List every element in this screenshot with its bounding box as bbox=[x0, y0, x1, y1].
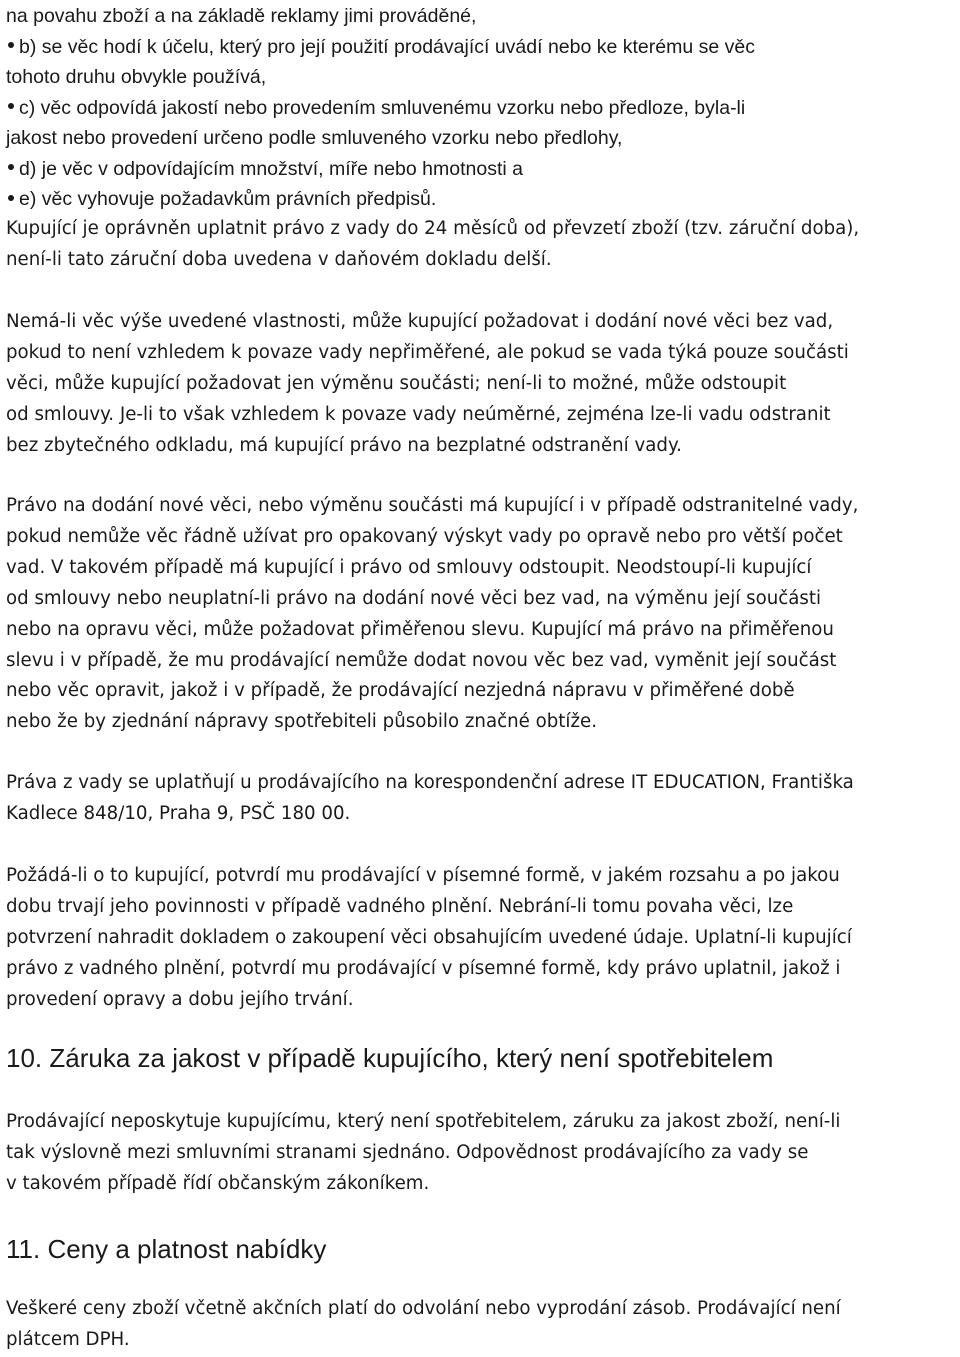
paragraph-warranty-period: Kupující je oprávněn uplatnit právo z vady do 24 měsíců od převzetí zboží (tzv. záruční doba), není-li tato záruční doba uvedena v daňovém dokladu delší. bbox=[6, 218, 860, 270]
list-item-b: b) se věc hodí k účelu, který pro její použití prodávající uvádí nebo ke kterému se věc bbox=[6, 32, 954, 63]
list-item-e: e) věc vyhovuje požadavkům právních předpisů. bbox=[6, 184, 954, 215]
section-11-body: Veškeré ceny zboží včetně akčních platí do odvolání nebo vyprodání zásob. Prodávající není plátcem DPH. bbox=[6, 1298, 841, 1350]
bullet-icon bbox=[8, 164, 14, 170]
section-11-heading: 11. Ceny a platnost nabídky bbox=[6, 1234, 327, 1264]
section-10-body: Prodávající neposkytuje kupujícímu, který není spotřebitelem, záruku za jakost zboží, není-li tak výslovně mezi smluvními stranami sjednáno. Odpovědnost prodávajícího za vady se v takovém případě řídí občanským zákoníkem. bbox=[6, 1111, 841, 1194]
paragraph-replacement-rights: Právo na dodání nové věci, nebo výměnu součásti má kupující i v případě odstranitelné vady, pokud nemůže věc řádně užívat pro opakovaný výskyt vady po opravě nebo pro větší počet vad. V takovém případě má kupující i právo od smlouvy odstoupit. Neodstoupí-li kupující od smlouvy nebo neuplatní-li právo na dodání nové věci bez vad, na výměnu její součásti nebo na opravu věci, může požadovat přiměřenou slevu. Kupující má právo na přiměřenou slevu i v případě, že mu prodávající nemůže dodat novou věc bez vad, vyměnit její součást nebo věc opravit, jakož i v případě, že prodávající nezjedná nápravu v přiměřené době nebo že by zjednání nápravy spotřebiteli působilo značné obtíže. bbox=[6, 495, 859, 733]
paragraph-claim-address: Práva z vady se uplatňují u prodávajícího na korespondenční adrese IT EDUCATION, Františka Kadlece 848/10, Praha 9, PSČ 180 00. bbox=[6, 772, 854, 824]
paragraph-confirmation: Požádá-li o to kupující, potvrdí mu prodávající v písemné formě, v jakém rozsahu a po jakou dobu trvají jeho povinnosti v případě vadného plnění. Nebrání-li tomu povaha věci, lze potvrzení nahradit dokladem o zakoupení věci obsahujícím uvedené údaje. Uplatní-li kupující právo z vadného plnění, potvrdí mu prodávající v písemné formě, kdy právo uplatnil, jakož i provedení opravy a dobu jejího trvání. bbox=[6, 865, 852, 1010]
list-block bbox=[6, 1, 954, 215]
bullet-icon bbox=[8, 195, 14, 201]
section-10-heading: 10. Záruka za jakost v případě kupujícího, který není spotřebitelem bbox=[6, 1043, 774, 1073]
list-item-b-cont: tohoto druhu obvykle používá, bbox=[6, 66, 267, 88]
bullet-icon bbox=[8, 103, 14, 109]
bullet-icon bbox=[8, 42, 14, 48]
list-item-c-cont: jakost nebo provedení určeno podle smluveného vzorku nebo předlohy, bbox=[6, 127, 623, 149]
list-intro-line: na povahu zboží a na základě reklamy jimi prováděné, bbox=[6, 5, 477, 27]
list-item-d: d) je věc v odpovídajícím množství, míře nebo hmotnosti a bbox=[6, 154, 954, 185]
paragraph-defect-rights: Nemá-li věc výše uvedené vlastnosti, může kupující požadovat i dodání nové věci bez vad, pokud to není vzhledem k povaze vady nepřiměřené, ale pokud se vada týká pouze součásti věci, může kupující požadovat jen výměnu součásti; není-li to možné, může odstoupit od smlouvy. Je-li to však vzhledem k povaze vady neúměrné, zejména lze-li vadu odstranit bez zbytečného odkladu, má kupující právo na bezplatné odstranění vady. bbox=[6, 311, 849, 456]
list-item-c: c) věc odpovídá jakostí nebo provedením smluvenému vzorku nebo předloze, byla-li bbox=[6, 93, 954, 124]
